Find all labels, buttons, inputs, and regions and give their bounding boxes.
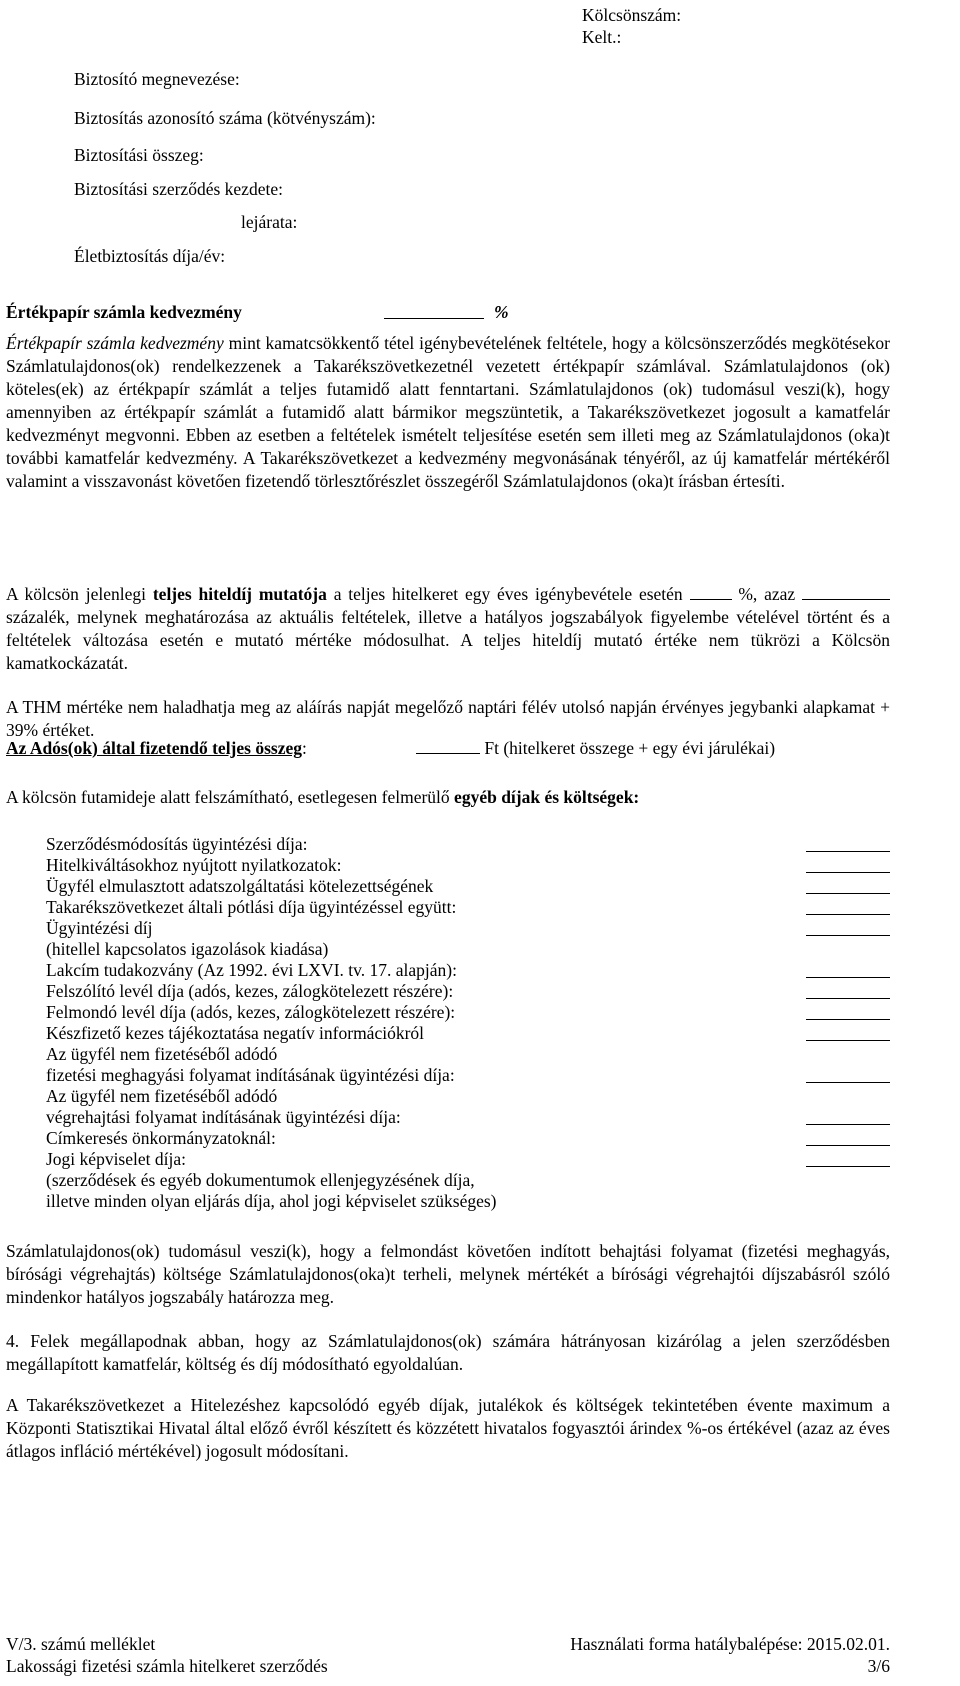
thm-limit-paragraph: A THM mértéke nem haladhatja meg az aláírás napját megelőző naptári félév utolsó napján érvényes jegybanki alapkamat + 39% értéket. [6,697,890,740]
fee-item-termination-letter: Felmondó levél díja (adós, kezes, zálogkötelezett részére): [46,1002,456,1022]
thm-indicator-paragraph [6,582,890,675]
fee-blank-contract-modification [806,851,890,852]
total-payable-label-text: Az Adós(ok) által fizetendő teljes összeg [6,738,302,758]
fee-item-legal-rep-note1: (szerződések és egyéb dokumentumok ellenjegyzésének díja, [46,1170,475,1190]
loan-number-label: Kölcsönszám: [582,5,682,25]
fee-blank-termination-letter [806,1019,890,1020]
clause-4-paragraph: 4. Felek megállapodnak abban, hogy az Számlatulajdonos(ok) számára hátrányosan kizárólag a jelen szerződésben megállapított kamatfelár, költség és díj módosítható egyoldalúan. [6,1331,890,1374]
footer-page-number: 3/6 [867,1656,890,1676]
enforcement-paragraph: Számlatulajdonos(ok) tudomásul veszi(k), hogy a felmondást követően indított behajtási folyamat (fizetési meghagyás, bírósági végrehajtás) költsége Számlatulajdonos(oka)t terheli, melynek mértékét a bírósági végrehajtói díjszabásról szóló mindenkor hatályos jogszabály határozza meg. [6,1241,890,1307]
fee-item-reminder-letter: Felszólító levél díja (adós, kezes, zálogkötelezett részére): [46,981,454,1001]
thm-text-3: %, azaz [731,584,802,604]
other-fees-intro-bold: egyéb díjak és költségek: [454,787,640,807]
policy-id-label: Biztosítás azonosító száma (kötvényszám): [74,108,376,128]
fee-item-contract-modification: Szerződésmódosítás ügyintézési díja: [46,834,308,854]
fee-item-refinancing-statements: Hitelkiváltásokhoz nyújtott nyilatkozatok: [46,855,342,875]
footer-contract-name: Lakossági fizetési számla hitelkeret szerződés [6,1656,328,1676]
fee-item-guarantor-info: Készfizető kezes tájékoztatása negatív információkról [46,1023,425,1043]
thm-text-2: a teljes hitelkeret egy éves igénybevétele esetén [326,584,690,604]
fee-item-payment-order-line1: Az ügyfél nem fizetéséből adódó [46,1044,278,1064]
fee-blank-enforcement [806,1124,890,1125]
fee-blank-legal-rep [806,1166,890,1167]
fee-item-admin-fee: Ügyintézési díj [46,918,153,938]
fee-item-address-search: Címkeresés önkormányzatoknál: [46,1128,276,1148]
fee-blank-payment-order [806,1082,890,1083]
fee-blank-refinancing-statements [806,872,890,873]
fee-item-enforcement-line1: Az ügyfél nem fizetéséből adódó [46,1086,278,1106]
total-payable-value [416,736,775,760]
fee-blank-reminder-letter [806,998,890,999]
thm-words-blank [802,582,890,600]
securities-discount-title-text: Értékpapír számla kedvezmény [6,302,242,322]
footer-effective-date: Használati forma hatálybalépése: 2015.02.01. [570,1634,890,1654]
footer-annex: V/3. számú melléklet [6,1634,156,1654]
securities-discount-title [6,300,242,324]
contract-start-label: Biztosítási szerződés kezdete: [74,179,283,199]
fee-blank-address-search [806,1145,890,1146]
date-label: Kelt.: [582,27,622,47]
securities-discount-blank [384,318,484,319]
fee-item-legal-rep: Jogi képviselet díja: [46,1149,186,1169]
life-insurance-fee-label: Életbiztosítás díja/év: [74,246,226,266]
securities-discount-italic: Értékpapír számla kedvezmény [6,333,224,353]
total-payable-suffix: Ft (hitelkeret összege + egy évi járulékai) [480,738,776,758]
total-payable-label [6,736,307,760]
total-payable-colon: : [302,738,307,758]
insurer-name-label: Biztosító megnevezése: [74,69,240,89]
fee-item-payment-order-line2: fizetési meghagyási folyamat indításának ügyintézési díja: [46,1065,455,1085]
fee-item-missed-data-line1: Ügyfél elmulasztott adatszolgáltatási kötelezettségének [46,876,434,896]
fee-blank-missed-data [806,893,890,894]
contract-expiry-label: lejárata: [241,212,298,232]
fee-item-address-inquiry: Lakcím tudakozvány (Az 1992. évi LXVI. tv. 17. alapján): [46,960,457,980]
fee-blank-guarantor-info [806,1040,890,1041]
securities-discount-body: mint kamatcsökkentő tétel igénybevételének feltétele, hogy a kölcsönszerződés megkötésekor Számlatulajdonos(ok) rendelkezzenek a Takarékszövetkezetnél vezetett értékpapír számlával. Számlatulajdonos (ok) köteles(ek) az értékpapír számlát a teljes futamidő alatt fenntartani. Számlatulajdonos (ok) tudomásul veszi(k), hogy amennyiben az értékpapír számlát a futamidő alatt bármikor megszüntetik, a Takarékszövetkezet jogosult a kamatfelár kedvezményt megvonni. Ebben az esetben a feltételek ismételt teljesítése esetén sem illeti meg az Számlatulajdonos (oka)t további kamatfelár kedvezmény. A Takarékszövetkezet a kedvezmény megvonásának tényéről, az új kamatfelár mértékéről valamint a visszavonást követően fizetendő törlesztőrészlet összegéről Számlatulajdonos (oka)t írásban értesíti. [6,333,890,491]
thm-text-4: százalék, melynek meghatározása az aktuális feltételek, illetve a hatályos jogszabályok figyelembe vételével történt és a feltételek változása esetén e mutató mértéke módosulhat. A teljes hiteldíj mutató értéke nem tükrözi a Kölcsön kamatkockázatát. [6,607,890,673]
insured-amount-label: Biztosítási összeg: [74,145,204,165]
total-payable-blank [416,736,480,754]
other-fees-intro-text: A kölcsön futamideje alatt felszámítható, esetlegesen felmerülő [6,787,455,807]
other-fees-intro [6,785,639,809]
thm-text-1: A kölcsön jelenlegi [6,584,153,604]
fee-blank-admin-fee [806,935,890,936]
fee-blank-missed-data-2 [806,914,890,915]
percent-sign: % [494,302,509,322]
fee-item-legal-rep-note2: illetve minden olyan eljárás díja, ahol jogi képviselet szükséges) [46,1191,497,1211]
cpi-clause-paragraph: A Takarékszövetkezet a Hitelezéshez kapcsolódó egyéb díjak, jutalékok és költségek tekintetében évente maximum a Központi Statisztikai Hivatal által előző évről készített és közzétett hivatalos fogyasztói árindex %-os értékével (azaz az éves átlagos infláció mértékével) jogosult módosítani. [6,1395,890,1461]
securities-discount-percent [494,300,509,324]
fee-blank-address-inquiry [806,977,890,978]
fee-item-missed-data-line2: Takarékszövetkezet általi pótlási díja ügyintézéssel együtt: [46,897,457,917]
fee-item-admin-fee-note: (hitellel kapcsolatos igazolások kiadása) [46,939,329,959]
fee-item-enforcement-line2: végrehajtási folyamat indításának ügyintézési díja: [46,1107,401,1127]
thm-percent-blank [690,582,732,600]
thm-bold-text: teljes hiteldíj mutatója [152,584,327,604]
securities-discount-paragraph [6,332,890,493]
